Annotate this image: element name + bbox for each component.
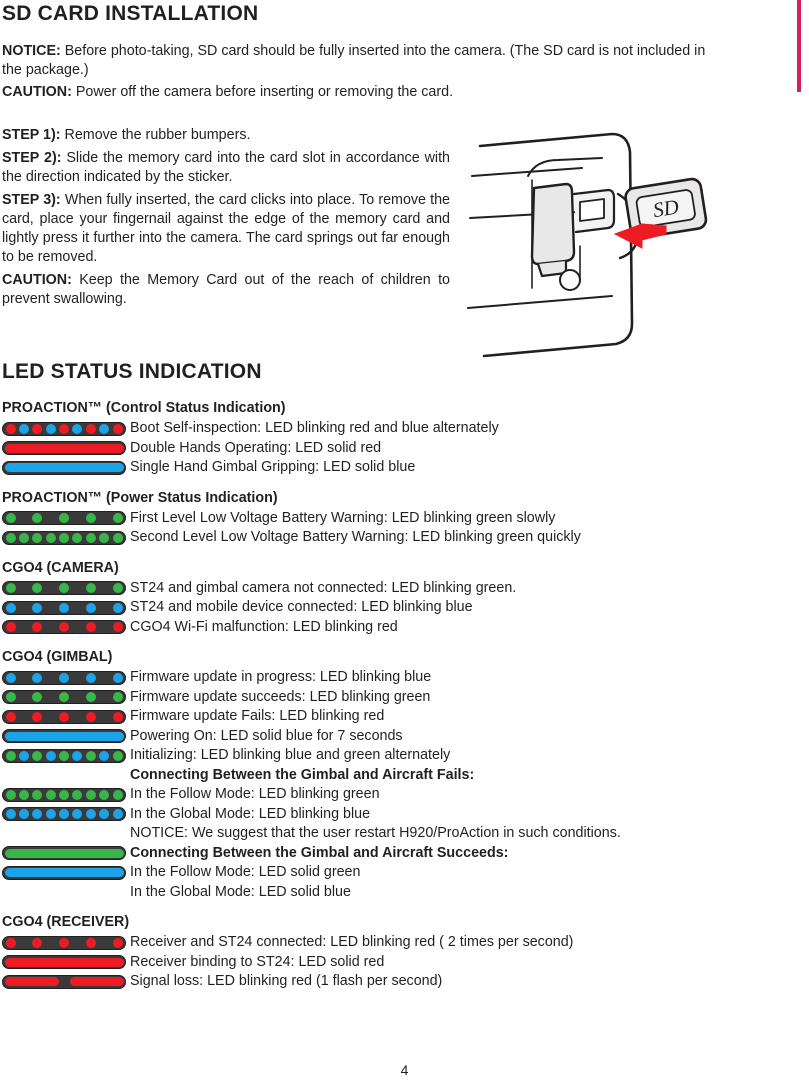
led-dot — [59, 673, 69, 683]
led-bar-cell — [2, 419, 130, 439]
led-status-row — [2, 509, 807, 529]
led-bar-cell — [2, 746, 130, 766]
led-status-row — [2, 419, 807, 439]
led-dot — [19, 424, 29, 434]
led-status-row — [2, 707, 807, 727]
led-dot — [6, 513, 16, 523]
led-dot — [59, 751, 69, 761]
led-fill — [5, 958, 124, 967]
led-fill — [5, 463, 124, 472]
led-bar-cell — [2, 618, 130, 638]
led-bar-solid — [2, 441, 126, 455]
led-status-description: ST24 and mobile device connected: LED blinking blue — [130, 599, 473, 615]
led-status-description: Connecting Between the Gimbal and Aircraft Fails: — [130, 766, 475, 783]
led-status-row — [2, 598, 807, 618]
led-status-row — [2, 688, 807, 708]
sd-caution1-paragraph — [2, 83, 714, 102]
led-dot — [113, 583, 123, 593]
led-dot — [6, 603, 16, 613]
led-status-description: In the Follow Mode: LED blinking green — [130, 786, 380, 802]
led-dot — [99, 424, 109, 434]
sd-notice-paragraph — [2, 42, 714, 80]
led-dot — [6, 809, 16, 819]
led-fill — [5, 868, 124, 877]
led-dot — [6, 622, 16, 632]
led-bar-blinking — [2, 581, 126, 595]
led-dot — [46, 424, 56, 434]
led-status-description: Second Level Low Voltage Battery Warning: LED blinking green quickly — [130, 529, 581, 545]
led-bar-blinking — [2, 531, 126, 545]
led-dot — [86, 603, 96, 613]
led-status-description: NOTICE: We suggest that the user restart H920/ProAction in such conditions. — [130, 825, 621, 841]
led-segment — [70, 977, 124, 986]
led-dot — [86, 533, 96, 543]
led-dot — [86, 712, 96, 722]
led-dot — [113, 790, 123, 800]
sd-card-insertion-illustration — [462, 128, 712, 368]
led-group — [2, 914, 807, 992]
page-number: 4 — [400, 1062, 409, 1078]
led-segment — [5, 977, 59, 986]
led-status-indication-title: LED STATUS INDICATION — [2, 360, 262, 383]
led-dot — [59, 790, 69, 800]
led-dot — [46, 790, 56, 800]
led-dot — [19, 751, 29, 761]
led-group-heading: PROACTION™ (Control Status Indication) — [2, 400, 286, 416]
led-bar-cell — [2, 528, 130, 548]
led-bar-blinking — [2, 749, 126, 763]
led-bar-cell — [2, 707, 130, 727]
led-bar-split — [2, 975, 126, 989]
led-dot — [99, 790, 109, 800]
led-dot — [72, 533, 82, 543]
led-status-description: ST24 and gimbal camera not connected: LED blinking green. — [130, 579, 517, 596]
led-dot — [113, 603, 123, 613]
led-dot — [6, 424, 16, 434]
led-dot — [86, 809, 96, 819]
led-status-description: Single Hand Gimbal Gripping: LED solid blue — [130, 459, 416, 475]
led-dot — [32, 533, 42, 543]
led-bar-cell — [2, 598, 130, 618]
led-dot — [113, 712, 123, 722]
led-status-description: Double Hands Operating: LED solid red — [130, 439, 382, 456]
led-status-description: Signal loss: LED blinking red (1 flash per second) — [130, 973, 443, 989]
led-fill — [5, 732, 124, 741]
led-bar-blinking — [2, 511, 126, 525]
led-dot — [72, 751, 82, 761]
led-status-row — [2, 805, 807, 825]
led-dot — [113, 533, 123, 543]
led-group — [2, 400, 807, 478]
led-status-row — [2, 883, 807, 903]
led-status-description: Receiver and ST24 connected: LED blinking red ( 2 times per second) — [130, 934, 574, 950]
led-dot — [99, 751, 109, 761]
led-bar-cell — [2, 805, 130, 825]
led-bar-blinking — [2, 671, 126, 685]
sd-caution2-paragraph — [2, 271, 450, 309]
led-status-row — [2, 953, 807, 973]
led-dot — [6, 673, 16, 683]
step-2-paragraph — [2, 149, 450, 187]
led-status-row — [2, 844, 807, 864]
led-status-row — [2, 766, 807, 786]
led-status-row — [2, 668, 807, 688]
led-bar-cell — [2, 727, 130, 747]
caution1-label: CAUTION: — [2, 84, 72, 100]
led-dot — [59, 692, 69, 702]
led-dot — [32, 583, 42, 593]
led-dot — [32, 809, 42, 819]
led-bar-cell — [2, 844, 130, 864]
led-dot — [72, 809, 82, 819]
led-status-description: In the Follow Mode: LED solid green — [130, 864, 361, 880]
step-3-label: STEP 3): — [2, 191, 61, 208]
led-bar-solid — [2, 955, 126, 969]
led-dot — [59, 938, 69, 948]
led-status-row — [2, 933, 807, 953]
notice-text: Before photo-taking, SD card should be fully inserted into the camera. (The SD card is not included in the package.) — [2, 43, 706, 78]
led-dot — [86, 938, 96, 948]
led-dot — [32, 603, 42, 613]
led-dot — [46, 533, 56, 543]
led-status-description: Firmware update in progress: LED blinking blue — [130, 669, 432, 685]
caution2-label: CAUTION: — [2, 271, 72, 288]
led-bar-blinking — [2, 690, 126, 704]
page-accent-rule — [797, 0, 801, 92]
led-status-row — [2, 972, 807, 992]
led-status-description: In the Global Mode: LED blinking blue — [130, 805, 371, 822]
led-bar-blinking — [2, 422, 126, 436]
caution2-text: Keep the Memory Card out of the reach of children to prevent swallowing. — [2, 271, 450, 308]
led-dot — [113, 692, 123, 702]
led-status-description: In the Global Mode: LED solid blue — [130, 883, 351, 900]
led-dot — [86, 622, 96, 632]
led-bar-cell — [2, 579, 130, 599]
led-bar-cell — [2, 824, 130, 844]
led-dot — [46, 751, 56, 761]
led-dot — [6, 751, 16, 761]
led-dot — [19, 809, 29, 819]
insertion-arrow-icon — [615, 224, 666, 248]
led-dot — [32, 513, 42, 523]
led-dot — [59, 533, 69, 543]
led-dot — [113, 424, 123, 434]
led-dot — [86, 513, 96, 523]
led-bar-blinking — [2, 620, 126, 634]
led-dot — [86, 751, 96, 761]
led-status-description: Powering On: LED solid blue for 7 seconds — [130, 727, 403, 744]
led-dot — [99, 809, 109, 819]
led-dot — [19, 533, 29, 543]
step-1-label: STEP 1): — [2, 127, 61, 143]
led-dot — [72, 790, 82, 800]
led-status-description: Boot Self-inspection: LED blinking red and blue alternately — [130, 420, 499, 436]
led-dot — [59, 622, 69, 632]
led-dot — [113, 622, 123, 632]
caution1-text: Power off the camera before inserting or removing the card. — [71, 84, 454, 100]
led-dot — [59, 583, 69, 593]
sd-card-installation-title: SD CARD INSTALLATION — [2, 2, 259, 25]
led-bar-cell — [2, 439, 130, 459]
led-group-heading: CGO4 (RECEIVER) — [2, 914, 130, 930]
led-status-description: Firmware update Fails: LED blinking red — [130, 708, 385, 724]
led-bar-blinking — [2, 788, 126, 802]
led-dot — [46, 809, 56, 819]
led-bar-cell — [2, 953, 130, 973]
led-dot — [72, 424, 82, 434]
led-bar-cell — [2, 933, 130, 953]
step-2-text: Slide the memory card into the card slot in accordance with the direction indicated by the sticker. — [2, 149, 450, 185]
led-bar-blinking — [2, 601, 126, 615]
led-group-heading: CGO4 (GIMBAL) — [2, 649, 113, 665]
led-dot — [59, 809, 69, 819]
led-status-row — [2, 824, 807, 844]
led-dot — [59, 513, 69, 523]
led-dot — [99, 533, 109, 543]
led-bar-solid — [2, 866, 126, 880]
led-status-description: Receiver binding to ST24: LED solid red — [130, 953, 385, 970]
step-1-text: Remove the rubber bumpers. — [60, 127, 251, 143]
led-status-row — [2, 579, 807, 599]
led-group — [2, 560, 807, 638]
led-status-description: Initializing: LED blinking blue and green alternately — [130, 747, 451, 763]
led-dot — [32, 424, 42, 434]
led-dot — [113, 809, 123, 819]
led-dot — [113, 751, 123, 761]
led-bar-solid — [2, 461, 126, 475]
led-bar-cell — [2, 509, 130, 529]
led-group-heading: CGO4 (CAMERA) — [2, 559, 119, 576]
led-status-row — [2, 863, 807, 883]
led-bar-blinking — [2, 710, 126, 724]
led-bar-cell — [2, 863, 130, 883]
step-3-text: When fully inserted, the card clicks into place. To remove the card, place your fingernail against the edge of the memory card and lightly press it further into the camera. The card springs out far enough to be removed. — [2, 191, 451, 266]
led-dot — [19, 790, 29, 800]
led-status-row — [2, 785, 807, 805]
led-bar-cell — [2, 766, 130, 786]
led-dot — [86, 424, 96, 434]
led-status-row — [2, 439, 807, 459]
step-1-paragraph — [2, 126, 450, 145]
led-dot — [86, 673, 96, 683]
led-status-description: Firmware update succeeds: LED blinking green — [130, 688, 431, 705]
led-bar-cell — [2, 688, 130, 708]
sd-card-label: SD — [651, 194, 681, 223]
led-dot — [6, 583, 16, 593]
led-dot — [6, 790, 16, 800]
led-dot — [32, 673, 42, 683]
led-status-description: CGO4 Wi-Fi malfunction: LED blinking red — [130, 618, 398, 635]
led-dot — [32, 790, 42, 800]
led-bar-cell — [2, 668, 130, 688]
led-bar-blinking — [2, 807, 126, 821]
led-status-row — [2, 618, 807, 638]
sd-notice-block — [2, 42, 714, 105]
led-dot — [6, 712, 16, 722]
led-bar-solid — [2, 729, 126, 743]
led-dot — [113, 513, 123, 523]
led-bar-cell — [2, 785, 130, 805]
led-status-row — [2, 528, 807, 548]
step-3-paragraph — [2, 191, 450, 268]
led-status-groups — [2, 400, 807, 1004]
led-dot — [59, 712, 69, 722]
led-dot — [86, 790, 96, 800]
led-dot — [59, 603, 69, 613]
led-dot — [32, 751, 42, 761]
led-fill — [5, 444, 124, 453]
sd-steps-column — [2, 126, 450, 313]
led-group — [2, 649, 807, 902]
led-bar-blinking — [2, 936, 126, 950]
led-bar-cell — [2, 458, 130, 478]
led-status-row — [2, 746, 807, 766]
led-dot — [32, 712, 42, 722]
led-group — [2, 490, 807, 548]
led-dot — [6, 692, 16, 702]
led-dot — [59, 424, 69, 434]
led-bar-cell — [2, 972, 130, 992]
step-2-label: STEP 2): — [2, 149, 62, 166]
led-status-row — [2, 727, 807, 747]
led-dot — [32, 938, 42, 948]
led-dot — [86, 692, 96, 702]
led-dot — [6, 533, 16, 543]
led-dot — [86, 583, 96, 593]
notice-label: NOTICE: — [2, 43, 61, 59]
led-status-description: Connecting Between the Gimbal and Aircraft Succeeds: — [130, 844, 509, 861]
led-dot — [113, 673, 123, 683]
led-dot — [113, 938, 123, 948]
led-status-row — [2, 458, 807, 478]
led-group-heading: PROACTION™ (Power Status Indication) — [2, 489, 278, 506]
led-bar-solid — [2, 846, 126, 860]
led-dot — [32, 622, 42, 632]
led-fill — [5, 849, 124, 858]
camera-sd-slot-diagram — [462, 128, 712, 368]
led-dot — [32, 692, 42, 702]
led-dot — [6, 938, 16, 948]
led-status-description: First Level Low Voltage Battery Warning: LED blinking green slowly — [130, 509, 556, 526]
led-bar-cell — [2, 883, 130, 903]
